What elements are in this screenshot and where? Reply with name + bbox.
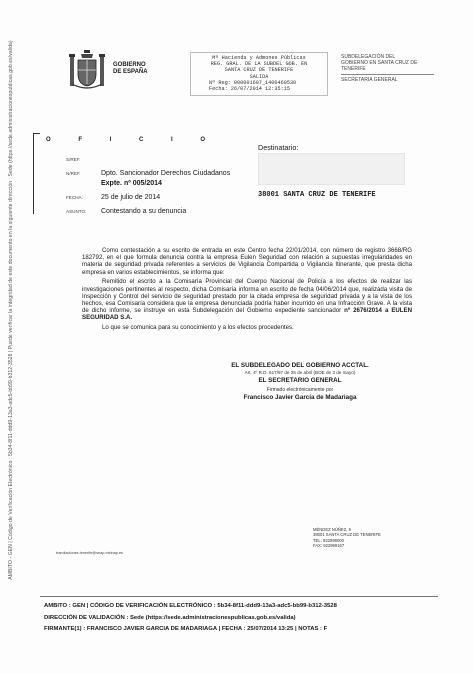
subdelegation-line3: TENERIFE: [341, 66, 366, 72]
footer-line-3: FIRMANTE(1) : FRANCISCO JAVIER GARCIA DE MADARIAGA | FECHA : 25/07/2014 13:25 | NOTAS : F: [44, 626, 328, 632]
body-paragraph-2-text: Remitido el escrito a la Comisaría Provincial del Cuerpo Nacional de Policía a los efectos de realizar las investigaciones pertinentes al respecto, dicha Comisaría informa en escrito de fecha 04/06/2014 que, realizada visita de Inspección y Control del servicio de seguridad prestado por la citada empresa de seguridad privada y a la vista de los hechos, esa Comisaría considera que la empresa denunciada podría haber incurrido en una Infracción Grave. A la vista de dicho informe, se instruye en esta Subdelegación del Gobierno expediente sancionador: [82, 278, 412, 315]
nref-value: Dpto. Sancionador Derechos Ciudadanos: [101, 170, 231, 177]
oficio-title: O F I C I O: [46, 137, 219, 143]
stamp-line-4: SALIDA: [249, 73, 269, 80]
fecha-label: FECHA:: [66, 195, 83, 200]
signature-name: Francisco Javier García de Madariaga: [243, 394, 357, 401]
address-city: 38001 SANTA CRUZ DE TENERIFE: [313, 532, 381, 538]
side-verification-text: AMBITO - GEN | Código de Verificación Electrónico : 5b34-8f11-ddd9-13a3-adc5-bb99-b312-3528 | Puede verificar la integridad de este documento en la siguiente dirección : Sede (https://sede.administracionespublicas.gob.es/valida): [8, 40, 14, 580]
coat-of-arms-icon: [67, 50, 107, 92]
address-fax: FAX: 922999167: [313, 542, 345, 548]
letter-body: [82, 247, 412, 334]
stamp-line-6: Fecha: 26/07/2014 12:35:15: [209, 86, 290, 93]
destinatario-label: Destinatario:: [258, 143, 299, 152]
address-phone: TEL: 922999000: [313, 537, 344, 543]
signature-title: EL SUBDELEGADO DEL GOBIERNO ACCTAL.: [231, 362, 369, 369]
asunto-label: ASUNTO:: [66, 209, 87, 214]
subdelegation-line4: SECRETARIA GENERAL: [341, 77, 398, 83]
address-street: MÉNDEZ NÚÑEZ, 9: [313, 527, 351, 532]
subdelegation-divider: [341, 74, 434, 75]
government-label: [113, 62, 148, 76]
government-label-line2: DE ESPAÑA: [113, 69, 148, 75]
signature-block: [180, 362, 420, 401]
signature-signed-note: Firmado electrónicamente por: [266, 387, 334, 393]
nref-label: N/REF.: [66, 171, 81, 176]
signature-role: EL SECRETARIO GENERAL: [258, 377, 342, 384]
oficio-bracket: [33, 133, 40, 214]
office-address: [313, 527, 381, 548]
body-paragraph-3: Lo que se comunica para su conocimiento y a los efectos procedentes.: [102, 324, 294, 332]
subdelegation-line2: GOBIERNO EN SANTA CRUZ DE: [341, 60, 418, 66]
body-paragraph-1: Como contestación a su escrito de entrada en este Centro fecha 22/01/2014, con número de registro 3668/RG 182792, en el que formula denuncia contra la empresa Eulen Seguridad con relación a supuestas irregularidades en materia de seguridad privada referentes a servicios de Vigilancia Compartida o Vigilancia Itinerante, que presta dicha empresa en varios establecimientos, se informa que:: [82, 247, 412, 276]
contact-email: tramitaciones.tenerife@seap.minhap.es: [56, 551, 123, 555]
body-paragraph-2-bold: nº 2676/2014 a EULEN SEGURIDAD S.A.: [82, 307, 412, 322]
redacted-recipient-box: [258, 153, 405, 185]
subdelegation-line1: SUBDELEGACIÓN DEL: [341, 54, 396, 60]
footer-line-2: DIRECCIÓN DE VALIDACIÓN : Sede (https://sede.administracionespublicas.gob.es/valida): [44, 614, 296, 621]
fecha-value: 25 de julio de 2014: [101, 194, 161, 201]
footer-divider: [40, 596, 438, 597]
asunto-value: Contestando a su denuncia: [101, 208, 187, 215]
subdelegation-block: [341, 54, 434, 83]
expediente-number: Expte. nº 005/2014: [101, 180, 162, 187]
verification-footer: [44, 601, 337, 636]
registry-stamp: [190, 52, 328, 96]
body-paragraph-2: [82, 278, 412, 321]
stamp-line-3: SANTA CRUZ DE TENERIFE: [224, 67, 294, 74]
destinatario-city: 38001 SANTA CRUZ DE TENERIFE: [258, 191, 376, 199]
stamp-line-5: Nº Reg: 000001607_1400460530: [209, 79, 297, 86]
side-verification-strip: [2, 20, 20, 600]
government-label-line1: GOBIERNO: [113, 62, 146, 68]
stamp-line-1: Mª Hacienda y Admones Públicas: [212, 55, 306, 61]
signature-legal-basis: Art. 4º R.D. 617/97 de 25 de abril (BOE de 3 de mayo): [244, 370, 356, 375]
footer-line-1: AMBITO : GEN | CÓDIGO DE VERIFICACIÓN ELECTRÓNICO : 5b34-8f11-ddd9-13a3-adc5-bb99-b312-3528: [44, 603, 337, 609]
sref-label: S/REF.: [66, 157, 81, 162]
stamp-line-2: REG. GRAL. DE LA SUBDEL GOB. EN: [210, 61, 308, 68]
